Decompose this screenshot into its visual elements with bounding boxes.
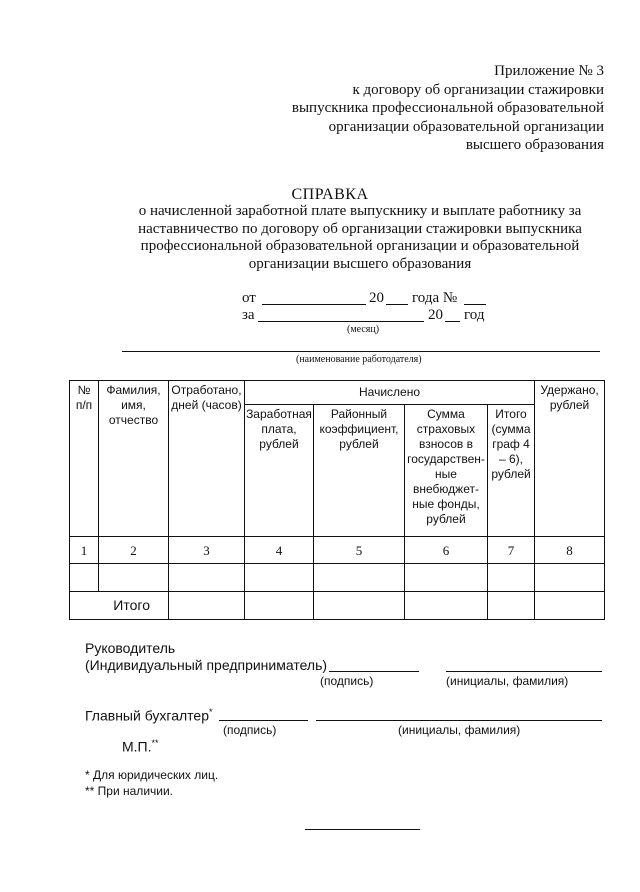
certificate-number-field[interactable] (464, 304, 486, 305)
accountant-signature-field[interactable] (219, 720, 308, 721)
footnote-mark-1: * (208, 707, 213, 717)
header-name: Фамилия, имя, отчество (99, 381, 169, 537)
header-worked: Отработано, дней (часов) (169, 381, 245, 537)
table-cell[interactable] (169, 592, 245, 620)
table-cell[interactable] (314, 564, 405, 592)
table-cell[interactable] (535, 564, 605, 592)
table-header-row (70, 381, 605, 405)
column-number-8: 8 (535, 537, 605, 564)
header-salary: Заработная плата, рублей (245, 405, 314, 537)
table-cell[interactable] (70, 564, 99, 592)
subtitle-line-3: профессиональной образовательной организации и образовательной (140, 238, 580, 254)
column-number-4: 4 (245, 537, 314, 564)
table-total-row (70, 592, 605, 620)
period-for-label: за (242, 307, 255, 323)
document-title: СПРАВКА (291, 186, 369, 203)
head-initials-field[interactable] (446, 671, 602, 672)
header-withheld: Удержано, рублей (535, 381, 605, 537)
table-cell[interactable] (314, 592, 405, 620)
head-label: Руководитель (85, 640, 176, 656)
total-label: Итого (70, 592, 169, 620)
month-caption: (месяц) (347, 324, 380, 335)
document-subtitle (110, 203, 610, 273)
table-cell[interactable] (535, 592, 605, 620)
annex-line-4: организации образовательной организации (328, 118, 604, 135)
employer-name-field[interactable] (122, 351, 600, 352)
subtitle-line-2: наставничество по договору об организации стажировки выпускника (138, 220, 582, 237)
table-row-numbers (70, 537, 605, 564)
table-cell[interactable] (245, 564, 314, 592)
annex-header (292, 62, 604, 155)
header-insurance-contributions: Сумма страховых взносов в государствен- ные внебюджет- ные фонды, рублей (405, 405, 488, 537)
header-number: № п/п (70, 381, 99, 537)
date-day-field[interactable] (262, 304, 366, 305)
period-year-label: год (464, 307, 485, 323)
column-number-3: 3 (169, 537, 245, 564)
accountant-initials-caption: (инициалы, фамилия) (398, 723, 521, 737)
date-year-label: года № (412, 290, 458, 306)
head-signature-caption: (подпись) (320, 674, 374, 688)
footer-divider (305, 829, 420, 830)
table-cell[interactable] (169, 564, 245, 592)
column-number-6: 6 (405, 537, 488, 564)
annex-line-1: Приложение № 3 (494, 63, 604, 79)
annex-line-3: выпускника профессиональной образовательной (291, 100, 604, 116)
salary-table (69, 380, 605, 620)
header-accrued: Начислено (245, 381, 535, 405)
column-number-2: 2 (99, 537, 169, 564)
column-number-5: 5 (314, 537, 405, 564)
table-cell[interactable] (488, 592, 535, 620)
table-cell[interactable] (405, 592, 488, 620)
chief-accountant-label: Главный бухгалтер* (85, 707, 213, 724)
entrepreneur-label: (Индивидуальный предприниматель) (85, 657, 328, 673)
subtitle-line-4: организации высшего образования (248, 255, 472, 272)
head-signature-field[interactable] (329, 671, 419, 672)
employer-caption: (наименование работодателя) (296, 354, 422, 365)
table-cell[interactable] (99, 564, 169, 592)
subtitle-line-1: о начисленной заработной плате выпускнику и выплате работнику за (138, 203, 582, 219)
seal-label: М.П.** (122, 738, 159, 755)
head-initials-caption: (инициалы, фамилия) (446, 674, 569, 688)
annex-line-5: высшего образования (465, 137, 604, 153)
column-number-7: 7 (488, 537, 535, 564)
date-year-prefix: 20 (369, 290, 384, 306)
annex-line-2: к договору об организации стажировки (352, 81, 604, 98)
period-month-field[interactable] (258, 321, 424, 322)
period-year-prefix: 20 (428, 307, 443, 323)
header-regional-coefficient: Районный коэффициент, рублей (314, 405, 405, 537)
table-cell[interactable] (245, 592, 314, 620)
accountant-initials-field[interactable] (316, 720, 602, 721)
accountant-signature-caption: (подпись) (223, 723, 277, 737)
footnote-mark-2: ** (151, 738, 159, 748)
header-total: Итого (сумма граф 4 – 6), рублей (488, 405, 535, 537)
footnote-1: * Для юридических лиц. (85, 768, 219, 782)
period-year-field[interactable] (445, 321, 460, 322)
table-cell[interactable] (405, 564, 488, 592)
table-cell[interactable] (488, 564, 535, 592)
column-number-1: 1 (70, 537, 99, 564)
table-row (70, 564, 605, 592)
date-year-field[interactable] (386, 304, 408, 305)
footnote-2: ** При наличии. (85, 784, 174, 798)
date-from-label: от (242, 290, 256, 306)
